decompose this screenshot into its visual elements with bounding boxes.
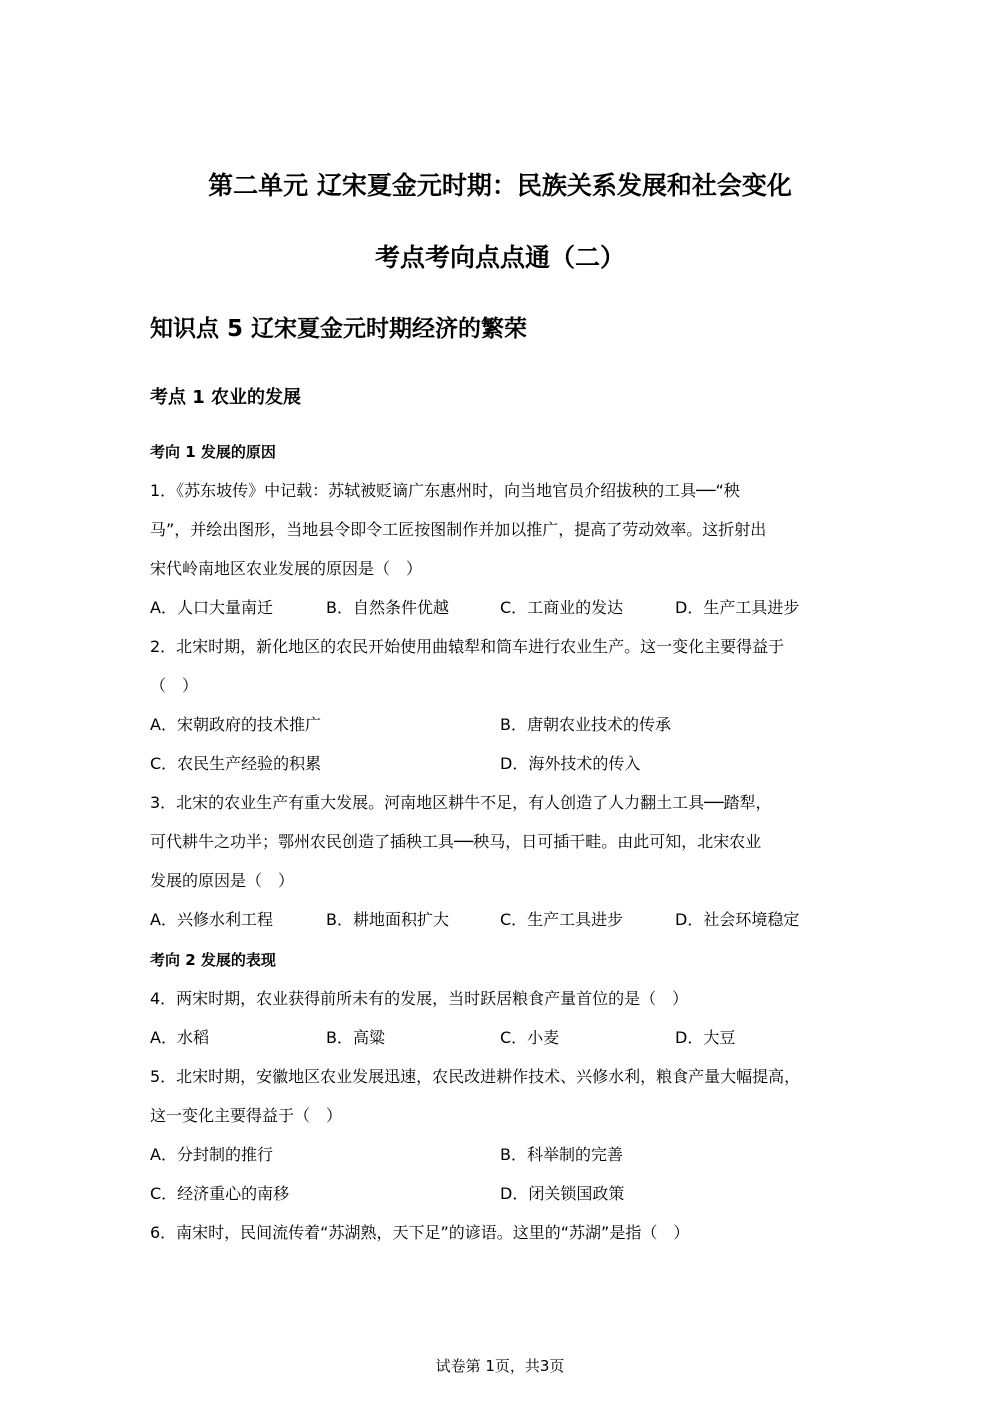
kaoxiang-heading-1: 考向 1 发展的原因 bbox=[150, 443, 276, 461]
question-2-option-c[interactable]: C．农民生产经验的积累 bbox=[150, 754, 322, 773]
question-2-option-a[interactable]: A．宋朝政府的技术推广 bbox=[150, 715, 321, 734]
question-2-option-b[interactable]: B．唐朝农业技术的传承 bbox=[500, 715, 671, 734]
unit-subtitle: 考点考向点点通（二） bbox=[374, 243, 625, 272]
question-1-option-c[interactable]: C．工商业的发达 bbox=[500, 598, 624, 617]
question-2-option-d[interactable]: D．海外技术的传入 bbox=[500, 754, 641, 773]
question-1-option-b[interactable]: B．自然条件优越 bbox=[326, 598, 449, 617]
question-1-line: 马”，并绘出图形，当地县令即令工匠按图制作并加以推广，提高了劳动效率。这折射出 bbox=[150, 520, 767, 539]
question-3-line: 发展的原因是（ ） bbox=[150, 871, 295, 890]
question-1-line: 1．《苏东坡传》中记载：苏轼被贬谪广东惠州时，向当地官员介绍拔秧的工具──“秧 bbox=[150, 481, 740, 500]
page-footer: 试卷第 1页，共3页 bbox=[435, 1357, 565, 1375]
question-3-option-b[interactable]: B．耕地面积扩大 bbox=[326, 910, 449, 929]
question-3-line: 3．北宋的农业生产有重大发展。河南地区耕牛不足，有人创造了人力翻土工具──踏犁， bbox=[150, 793, 772, 812]
question-3-option-d[interactable]: D．社会环境稳定 bbox=[675, 910, 800, 929]
section-heading: 知识点 5 辽宋夏金元时期经济的繁荣 bbox=[150, 316, 528, 342]
question-3-line: 可代耕牛之功半；鄂州农民创造了插秧工具──秧马，日可插干畦。由此可知，北宋农业 bbox=[150, 832, 762, 851]
kaodian-heading: 考点 1 农业的发展 bbox=[150, 387, 302, 408]
kaoxiang-heading-2: 考向 2 发展的表现 bbox=[150, 951, 276, 969]
question-2-line: 2．北宋时期，新化地区的农民开始使用曲辕犁和筒车进行农业生产。这一变化主要得益于 bbox=[150, 637, 785, 656]
question-5-option-a[interactable]: A．分封制的推行 bbox=[150, 1145, 273, 1164]
question-4-option-b[interactable]: B．高粱 bbox=[326, 1028, 385, 1047]
question-1-option-a[interactable]: A．人口大量南迁 bbox=[150, 598, 273, 617]
question-4-option-c[interactable]: C．小麦 bbox=[500, 1028, 560, 1047]
question-4-option-a[interactable]: A．水稻 bbox=[150, 1028, 209, 1047]
question-5-line: 这一变化主要得益于（ ） bbox=[150, 1106, 343, 1125]
question-5-option-c[interactable]: C．经济重心的南移 bbox=[150, 1184, 290, 1203]
question-1-line: 宋代岭南地区农业发展的原因是（ ） bbox=[150, 559, 423, 578]
question-1-option-d[interactable]: D．生产工具进步 bbox=[675, 598, 800, 617]
question-3-option-c[interactable]: C．生产工具进步 bbox=[500, 910, 624, 929]
question-3-option-a[interactable]: A．兴修水利工程 bbox=[150, 910, 273, 929]
question-2-line: （ ） bbox=[150, 676, 199, 695]
question-6-line: 6．南宋时，民间流传着“苏湖熟，天下足”的谚语。这里的“苏湖”是指（ ） bbox=[150, 1223, 690, 1242]
question-5-line: 5．北宋时期，安徽地区农业发展迅速，农民改进耕作技术、兴修水利，粮食产量大幅提高， bbox=[150, 1067, 801, 1086]
unit-title: 第二单元 辽宋夏金元时期：民族关系发展和社会变化 bbox=[208, 171, 792, 200]
question-4-option-d[interactable]: D．大豆 bbox=[675, 1028, 736, 1047]
question-4-line: 4．两宋时期，农业获得前所未有的发展，当时跃居粮食产量首位的是（ ） bbox=[150, 989, 689, 1008]
question-5-option-d[interactable]: D．闭关锁国政策 bbox=[500, 1184, 625, 1203]
question-5-option-b[interactable]: B．科举制的完善 bbox=[500, 1145, 623, 1164]
